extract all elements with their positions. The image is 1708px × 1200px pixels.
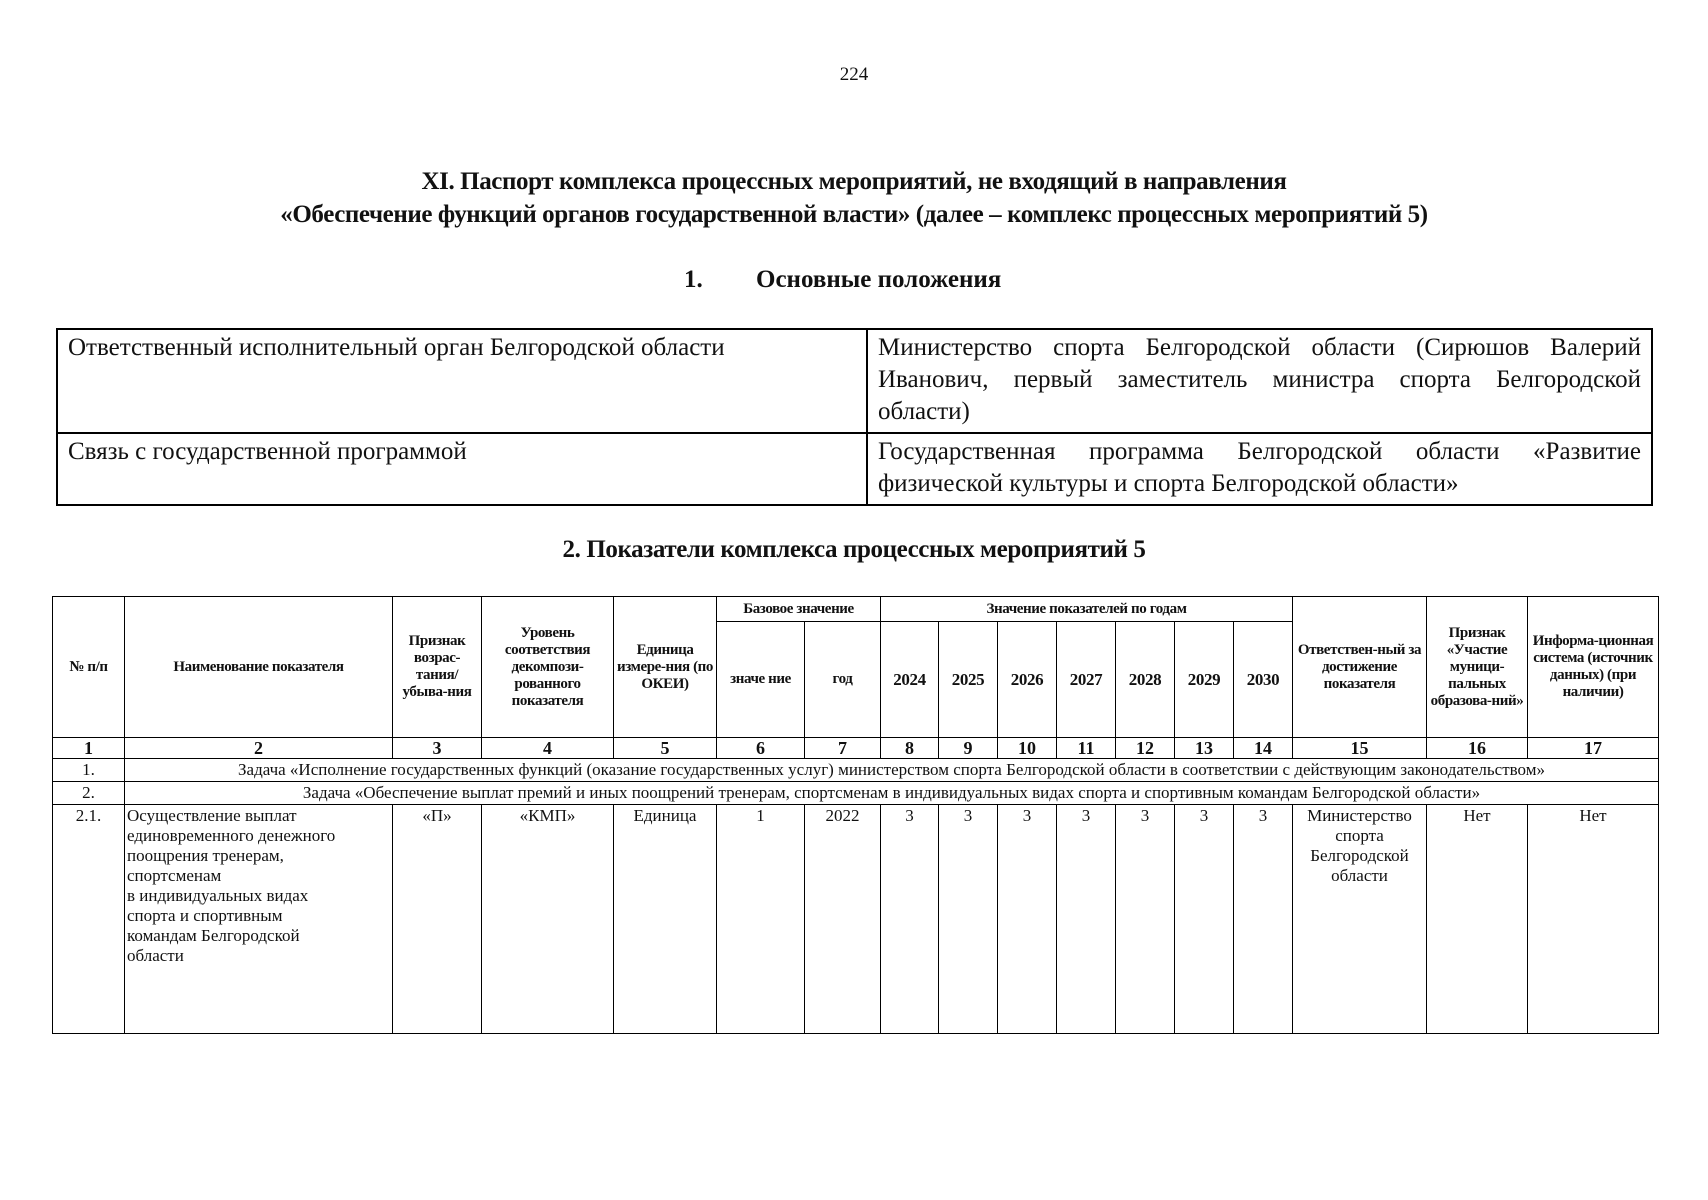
column-number: 7 <box>805 738 881 759</box>
col-header-unit: Единица измерe-ния (по ОКЕИ) <box>614 597 717 738</box>
column-number: 1 <box>53 738 125 759</box>
indicator-info-system: Нет <box>1528 805 1659 1034</box>
indicator-level: «КМП» <box>482 805 614 1034</box>
column-number: 14 <box>1234 738 1293 759</box>
task-row <box>53 759 1659 782</box>
column-number: 12 <box>1116 738 1175 759</box>
task-text: Задача «Исполнение государственных функций (оказание государственных услуг) министерством спорта Белгородской области в соответствии с действующим законодательством» <box>125 759 1659 782</box>
col-header-base-year: год <box>805 622 881 738</box>
column-number: 5 <box>614 738 717 759</box>
col-header-num: № п/п <box>53 597 125 738</box>
indicator-name-line: поощрения тренерам, <box>127 846 284 865</box>
indicator-year-value: 3 <box>1234 805 1293 1034</box>
provision-row <box>57 329 1652 433</box>
column-number: 11 <box>1057 738 1116 759</box>
col-header-year: 2027 <box>1057 622 1116 738</box>
column-number: 9 <box>939 738 998 759</box>
indicator-name-line: области <box>127 946 184 965</box>
column-number: 8 <box>881 738 939 759</box>
col-header-year: 2026 <box>998 622 1057 738</box>
column-number: 3 <box>393 738 482 759</box>
col-header-year: 2025 <box>939 622 998 738</box>
col-header-trend: Признак возрас-тания/ убыва-ния <box>393 597 482 738</box>
indicator-name-line: спорта и спортивным <box>127 906 283 925</box>
indicator-year-value: 3 <box>881 805 939 1034</box>
indicator-trend: «П» <box>393 805 482 1034</box>
col-header-year: 2028 <box>1116 622 1175 738</box>
indicator-row <box>53 805 1659 1034</box>
indicator-name-line: Осуществление выплат <box>127 806 297 825</box>
section-2-title: 2. Показатели комплекса процессных мероприятий 5 <box>562 536 1146 563</box>
col-header-base-group: Базовое значение <box>717 597 881 622</box>
page-number: 224 <box>839 64 869 85</box>
col-header-year: 2030 <box>1234 622 1293 738</box>
column-number: 6 <box>717 738 805 759</box>
indicator-year-value: 3 <box>939 805 998 1034</box>
column-number: 17 <box>1528 738 1659 759</box>
section-1-number: 1. <box>684 266 703 293</box>
provision-label: Ответственный исполнительный орган Белгородской области <box>57 329 867 433</box>
col-header-responsible: Ответствен-ный за достижение показателя <box>1293 597 1427 738</box>
provision-value: Министерство спорта Белгородской области (Сирюшов Валерий Иванович, первый заместитель министра спорта Белгородской области) <box>867 329 1652 433</box>
basic-provisions-table <box>56 328 1653 506</box>
indicator-name <box>125 805 393 1034</box>
col-header-years-group: Значение показателей по годам <box>881 597 1293 622</box>
task-number: 2. <box>53 782 125 805</box>
provision-row <box>57 433 1652 505</box>
task-row <box>53 782 1659 805</box>
document-title-line-2: «Обеспечение функций органов государственной власти» (далее – комплекс процессных мероприятий 5) <box>280 201 1428 228</box>
column-number: 2 <box>125 738 393 759</box>
col-header-year: 2029 <box>1175 622 1234 738</box>
column-number: 15 <box>1293 738 1427 759</box>
column-number: 16 <box>1427 738 1528 759</box>
indicator-name-line: единовременного денежного <box>127 826 336 845</box>
indicator-base-year: 2022 <box>805 805 881 1034</box>
indicator-number: 2.1. <box>53 805 125 1034</box>
indicators-table <box>52 596 1659 1034</box>
indicator-year-value: 3 <box>1175 805 1234 1034</box>
col-header-name: Наименование показателя <box>125 597 393 738</box>
column-number: 13 <box>1175 738 1234 759</box>
indicator-year-value: 3 <box>998 805 1057 1034</box>
task-text: Задача «Обеспечение выплат премий и иных поощрений тренерам, спортсменам в индивидуальных видах спорта и спортивным командам Белгородской области» <box>125 782 1659 805</box>
indicator-year-value: 3 <box>1116 805 1175 1034</box>
indicator-responsible: Министерство спорта Белгородской области <box>1293 805 1427 1034</box>
column-numbers-row <box>53 738 1659 759</box>
col-header-info-system: Информа-ционная система (источник данных) (при наличии) <box>1528 597 1659 738</box>
provision-label: Связь с государственной программой <box>57 433 867 505</box>
indicator-municipal: Нет <box>1427 805 1528 1034</box>
column-number: 10 <box>998 738 1057 759</box>
column-number: 4 <box>482 738 614 759</box>
col-header-municipal: Признак «Участие муници-пальных образова-ний» <box>1427 597 1528 738</box>
indicator-name-line: спортсменам <box>127 866 222 885</box>
indicator-unit: Единица <box>614 805 717 1034</box>
task-number: 1. <box>53 759 125 782</box>
document-title-line-1: XI. Паспорт комплекса процессных мероприятий, не входящий в направления <box>421 168 1287 195</box>
indicator-base-value: 1 <box>717 805 805 1034</box>
col-header-year: 2024 <box>881 622 939 738</box>
header-row-1 <box>53 597 1659 622</box>
indicator-name-line: командам Белгородской <box>127 926 300 945</box>
section-1-title-text: Основные положения <box>756 266 1002 293</box>
indicator-year-value: 3 <box>1057 805 1116 1034</box>
indicator-name-line: в индивидуальных видах <box>127 886 309 905</box>
col-header-base-value: значе ние <box>717 622 805 738</box>
section-1-title <box>684 266 1001 294</box>
provision-value: Государственная программа Белгородской области «Развитие физической культуры и спорта Белгородской области» <box>867 433 1652 505</box>
col-header-level: Уровень соответствия декомпози-рованного показателя <box>482 597 614 738</box>
